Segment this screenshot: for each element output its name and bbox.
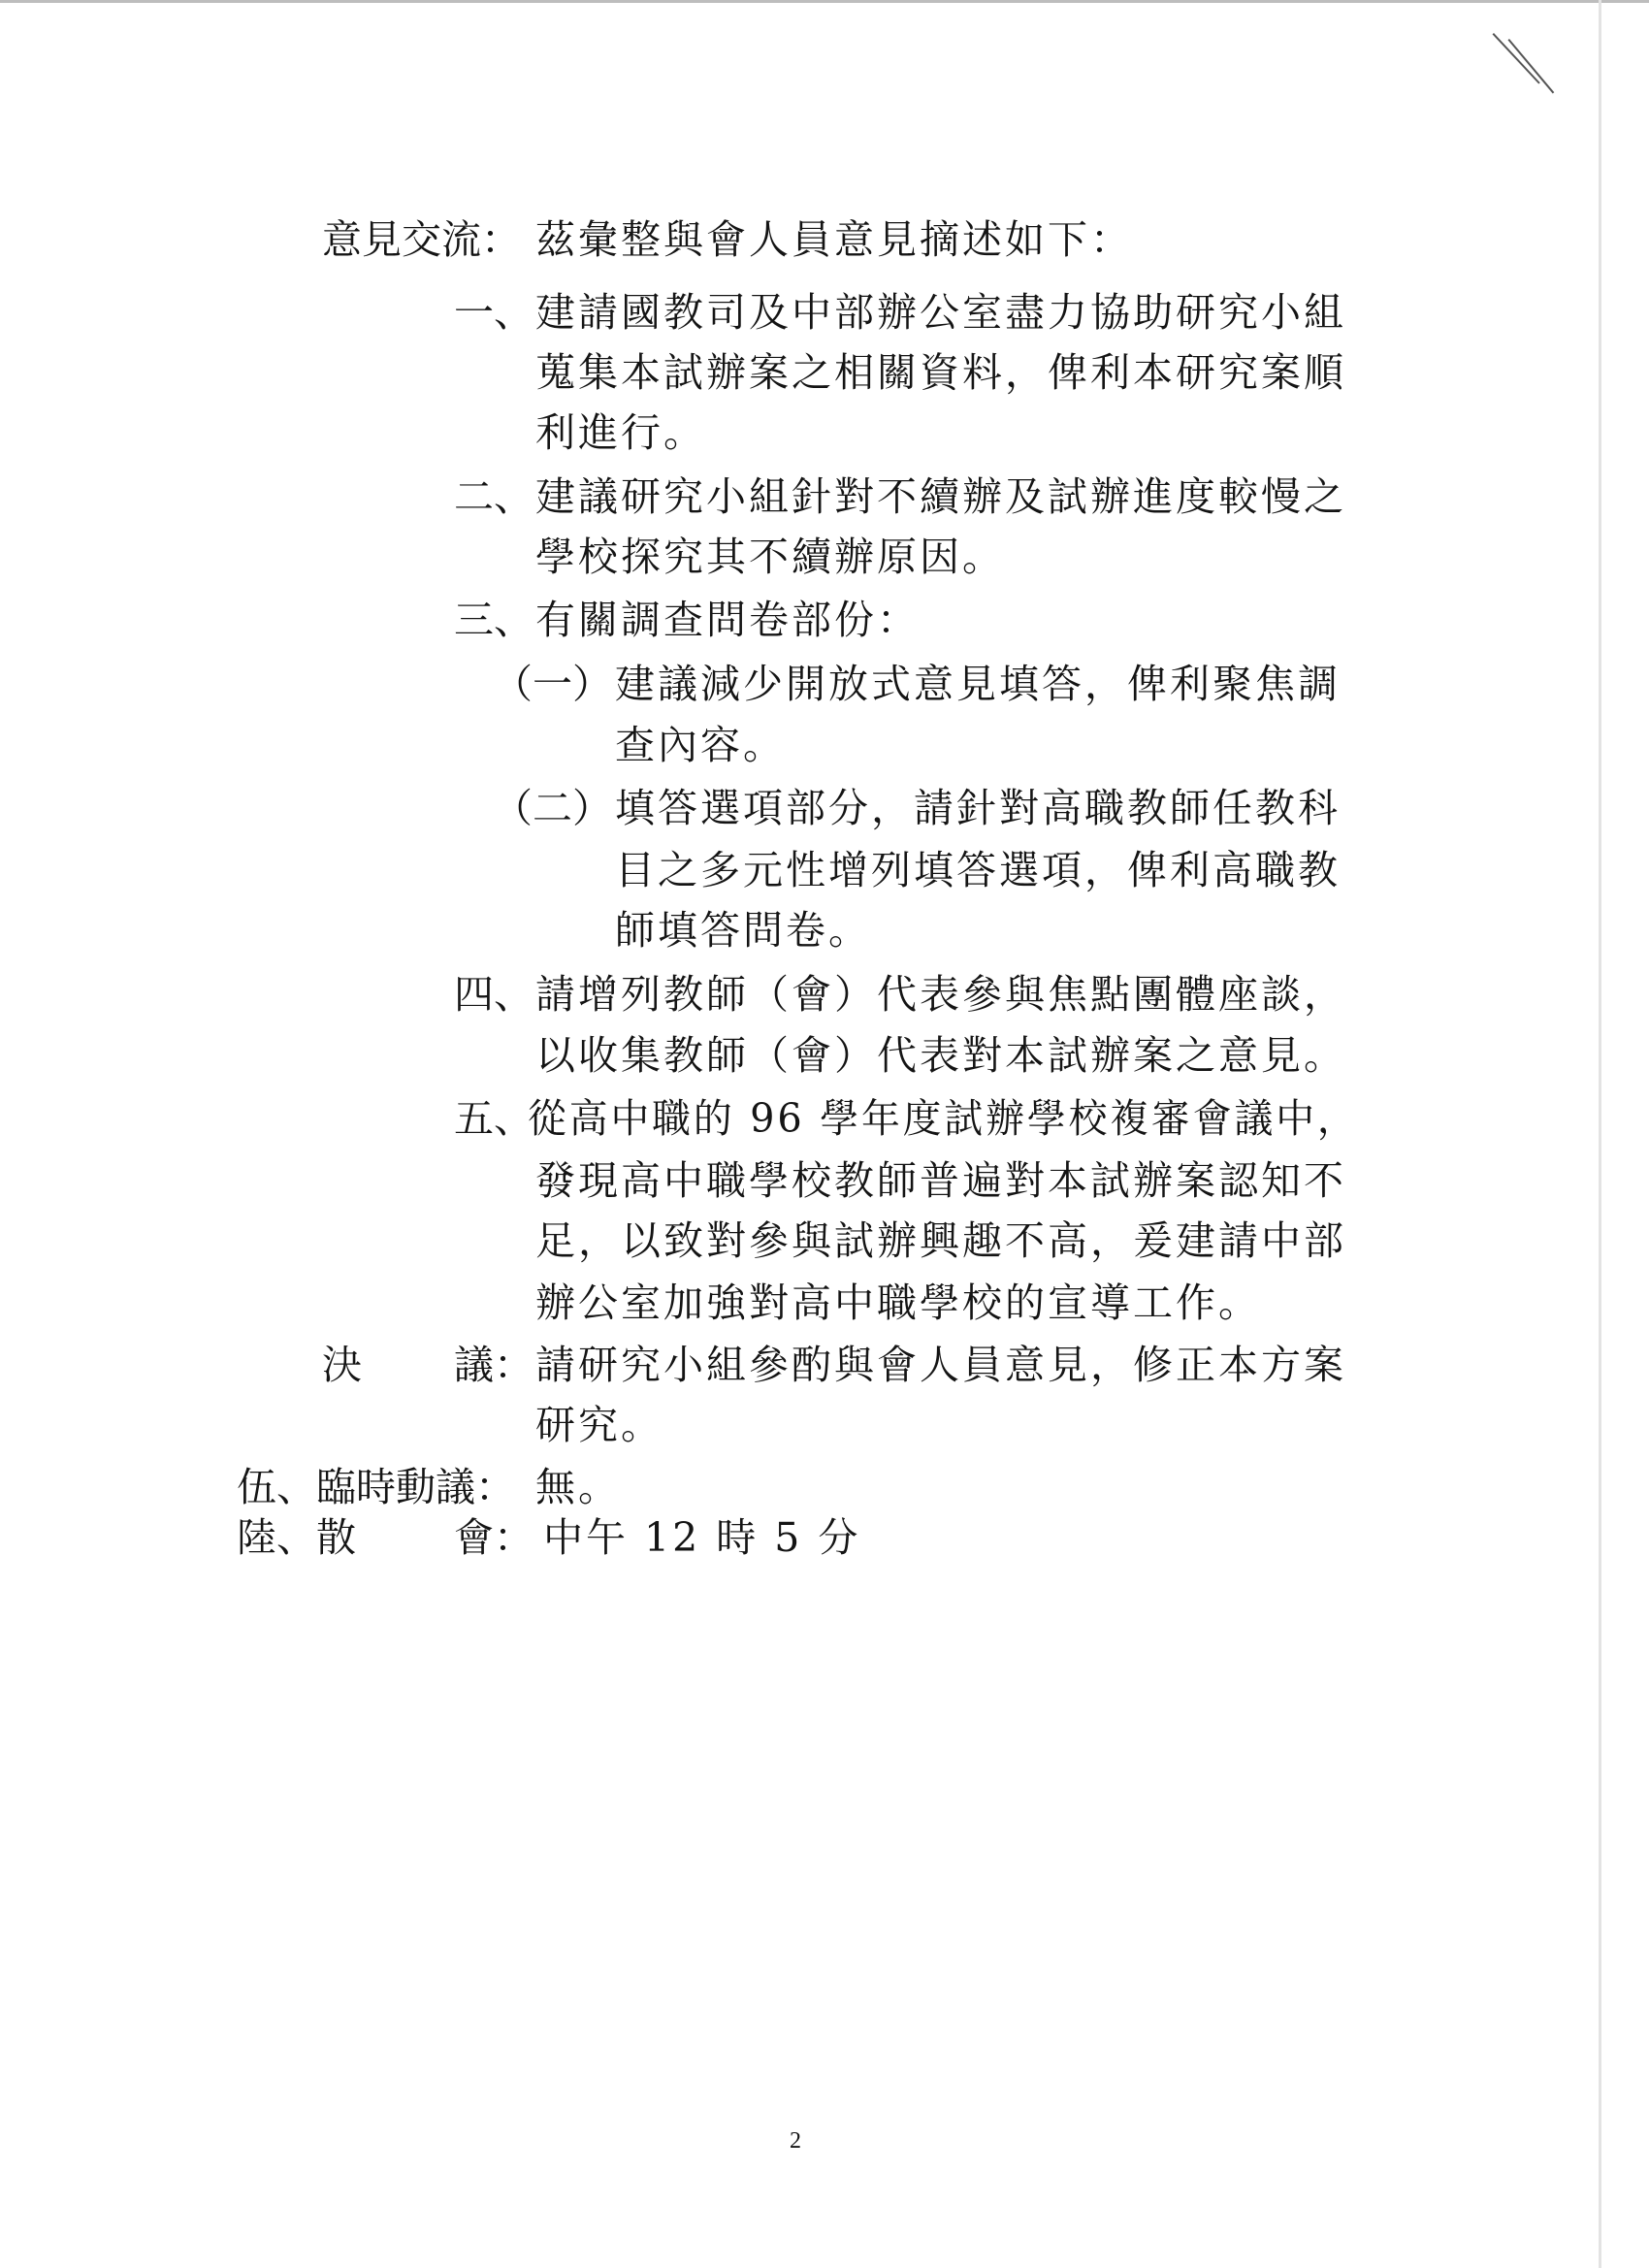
item-5-line-4: 辦公室加強對高中職學校的宣導工作。	[535, 1280, 1261, 1326]
item-2-marker: 二、	[454, 473, 534, 520]
item-1-line-1: 建請國教司及中部辦公室盡力協助研究小組	[535, 289, 1346, 336]
item-3-line-1: 有關調查問卷部份：	[535, 597, 920, 643]
item-3-1-line-1: 建議減少開放式意見填答，俾利聚焦調	[615, 661, 1341, 707]
item-2-line-1: 建議研究小組針對不續辦及試辦進度較慢之	[535, 473, 1346, 520]
discussion-label: 意見交流：	[322, 216, 521, 263]
adjourn-label-left: 陸、散	[237, 1514, 356, 1561]
item-2-line-2: 學校探究其不續辦原因。	[535, 534, 1005, 580]
item-3-marker: 三、	[454, 597, 534, 643]
item-3-1-line-2: 查內容。	[615, 722, 786, 768]
discussion-intro: 茲彙整與會人員意見摘述如下：	[535, 216, 1133, 263]
item-1-marker: 一、	[454, 289, 534, 336]
resolution-line-1: 請研究小組參酌與會人員意見，修正本方案	[535, 1342, 1346, 1388]
motion-label: 伍、臨時動議：	[237, 1464, 515, 1510]
scan-mark-2	[1507, 39, 1554, 93]
item-3-2-marker: （二）	[493, 785, 612, 831]
item-3-1-marker: （一）	[493, 661, 612, 707]
item-5-line-3: 足，以致對參與試辦興趣不高，爰建請中部	[535, 1217, 1346, 1264]
resolution-label-left: 決	[322, 1342, 362, 1388]
adjourn-text: 中午 12 時 5 分	[543, 1514, 861, 1561]
scan-top-edge	[0, 0, 1649, 3]
item-4-line-1: 請增列教師（會）代表參與焦點團體座談，	[535, 971, 1346, 1018]
resolution-line-2: 研究。	[535, 1402, 663, 1448]
item-3-2-line-2: 目之多元性增列填答選項，俾利高職教	[615, 847, 1341, 893]
scan-right-edge	[1599, 0, 1601, 2268]
item-5-line-2: 發現高中職學校教師普遍對本試辦案認知不	[535, 1157, 1346, 1204]
page-number: 2	[790, 2128, 801, 2154]
item-1-line-3: 利進行。	[535, 409, 706, 456]
item-1-line-2: 蒐集本試辦案之相關資料，俾利本研究案順	[535, 349, 1346, 396]
item-4-marker: 四、	[454, 971, 534, 1018]
motion-text: 無。	[535, 1464, 621, 1510]
item-4-line-2: 以收集教師（會）代表對本試辦案之意見。	[535, 1032, 1346, 1079]
item-3-2-line-3: 師填答問卷。	[615, 907, 871, 954]
item-5-marker: 五、	[454, 1095, 534, 1142]
item-5-line-1: 從高中職的 96 學年度試辦學校複審會議中，	[528, 1095, 1359, 1142]
resolution-label-right: 議：	[454, 1342, 534, 1388]
adjourn-label-right: 會：	[454, 1514, 534, 1561]
item-3-2-line-1: 填答選項部分，請針對高職教師任教科	[615, 785, 1341, 831]
scan-mark-1	[1493, 33, 1540, 84]
